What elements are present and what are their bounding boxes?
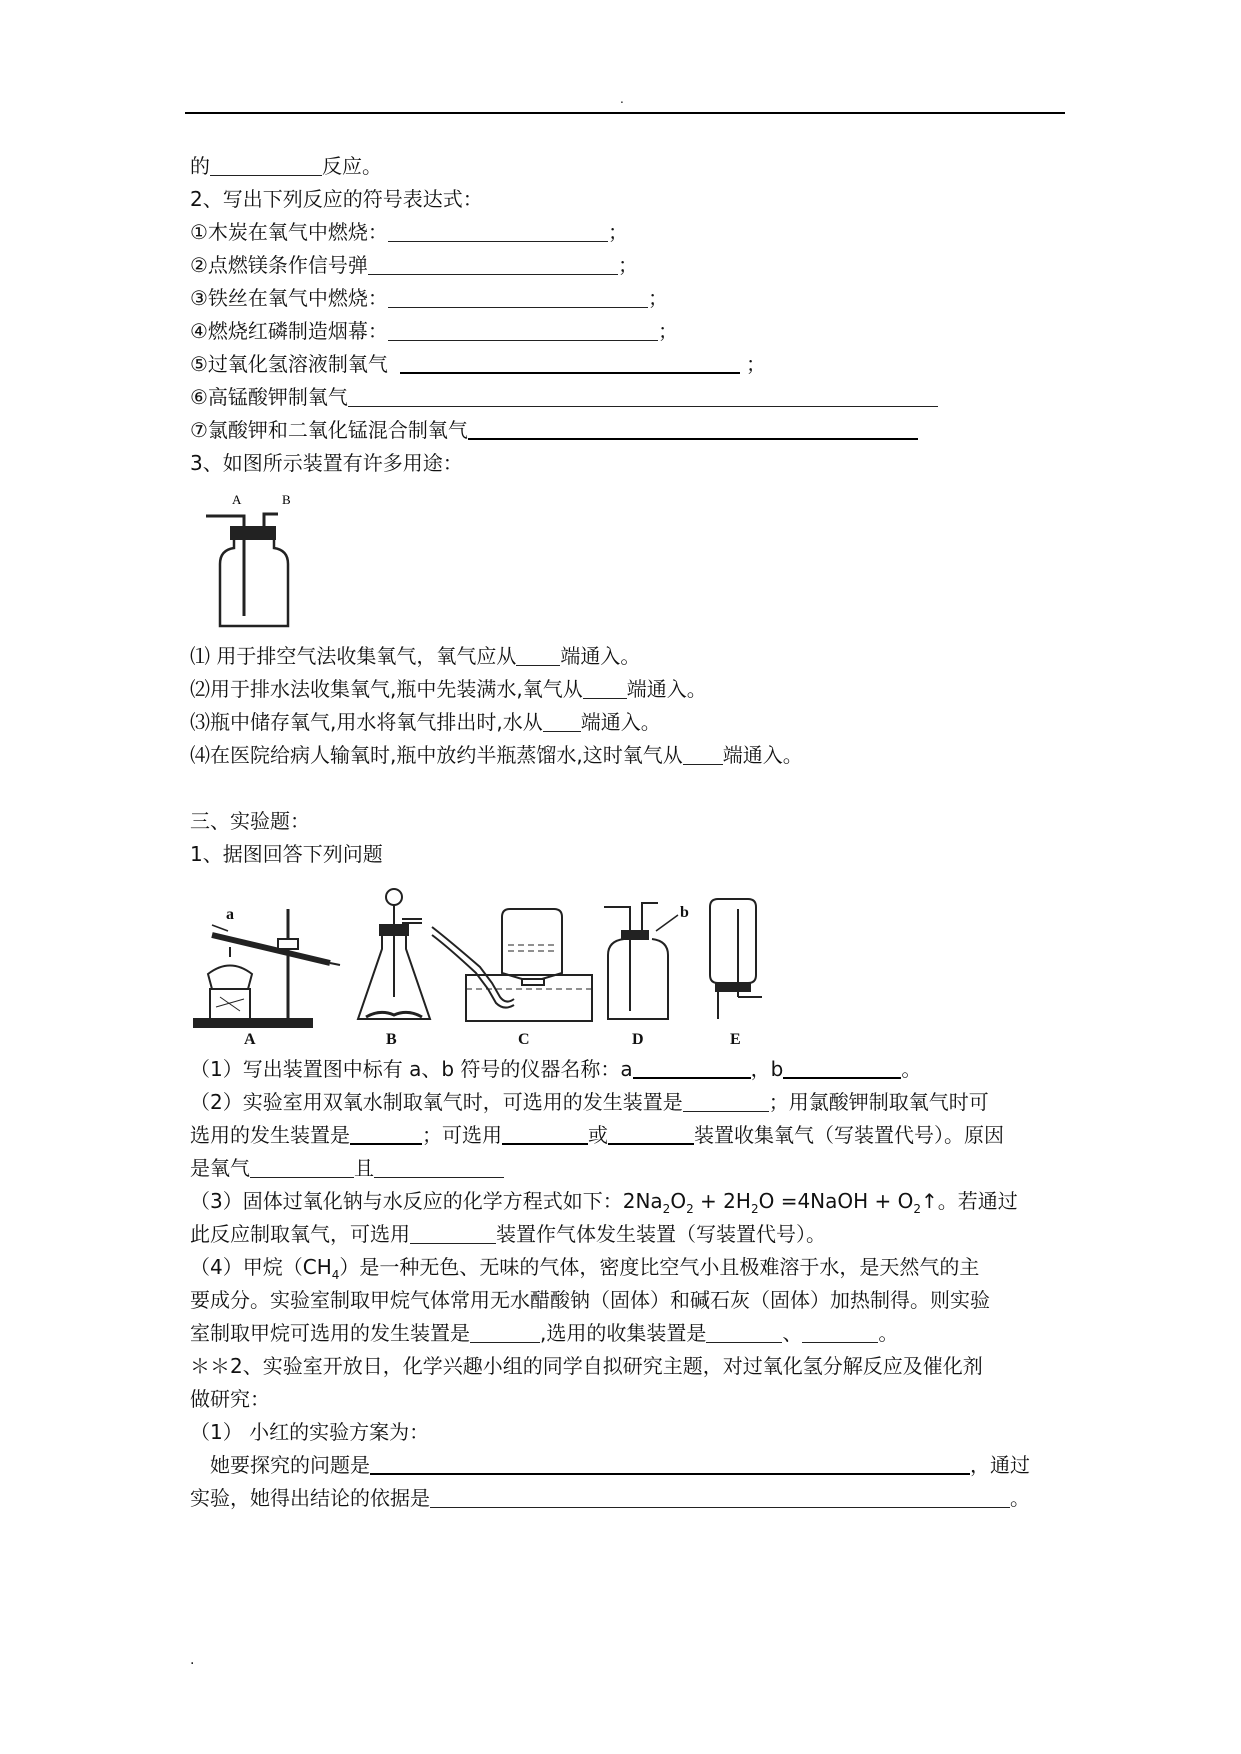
text: 。 bbox=[878, 1321, 899, 1345]
item-label: ③铁丝在氧气中燃烧： bbox=[190, 286, 388, 310]
label-b: b bbox=[680, 904, 689, 921]
answer-blank[interactable] bbox=[410, 1221, 496, 1244]
answer-blank-b[interactable] bbox=[783, 1055, 901, 1079]
header-mark: . bbox=[620, 92, 624, 106]
answer-blank[interactable] bbox=[388, 318, 658, 341]
subscript: 2 bbox=[750, 1202, 759, 1216]
text: 实验，她得出结论的依据是 bbox=[190, 1486, 430, 1510]
exp-p4-line2: 要成分。实验室制取甲烷气体常用无水醋酸钠（固体）和碱石灰（固体）加热制得。则实验 bbox=[190, 1288, 990, 1312]
header-rule bbox=[185, 112, 1065, 114]
item-label: ⑤过氧化氢溶液制氧气 bbox=[190, 352, 388, 376]
text: （3）固体过氧化钠与水反应的化学方程式如下：2Na bbox=[190, 1189, 663, 1213]
s2-item-4 bbox=[190, 315, 1070, 348]
s2-item-6 bbox=[190, 381, 1070, 414]
answer-blank[interactable] bbox=[348, 384, 938, 407]
exp-title: 三、实验题： bbox=[190, 809, 310, 833]
s2-title: 2、写出下列反应的符号表达式： bbox=[190, 187, 483, 211]
answer-blank[interactable] bbox=[388, 285, 648, 308]
s2-item-7 bbox=[190, 414, 1070, 447]
stand-base bbox=[194, 1019, 312, 1027]
s2-item-5 bbox=[190, 348, 1070, 381]
text: ,选用的收集装置是 bbox=[540, 1321, 707, 1345]
answer-blank[interactable] bbox=[430, 1485, 1010, 1508]
s2-item-2 bbox=[190, 249, 1070, 282]
answer-blank-a[interactable] bbox=[633, 1055, 751, 1079]
exp-p2-line2 bbox=[190, 1119, 1070, 1152]
text: （2）实验室用双氧水制取氧气时，可选用的发生装置是 bbox=[190, 1090, 683, 1114]
answer-blank[interactable] bbox=[350, 1121, 422, 1145]
subscript: 4 bbox=[331, 1268, 340, 1282]
answer-blank[interactable] bbox=[608, 1121, 694, 1145]
answer-blank[interactable] bbox=[388, 219, 608, 242]
label-C: C bbox=[518, 1031, 530, 1048]
s3-title: 3、如图所示装置有许多用途： bbox=[190, 451, 463, 475]
answer-blank[interactable] bbox=[250, 1155, 354, 1178]
text: 她要探究的问题是 bbox=[210, 1453, 370, 1477]
item-label: ④燃烧红磷制造烟幕： bbox=[190, 319, 388, 343]
exp-p3-line1 bbox=[190, 1185, 1070, 1218]
answer-blank[interactable] bbox=[470, 1320, 540, 1343]
gas-bottle-figure bbox=[200, 486, 320, 636]
text: ，通过 bbox=[970, 1453, 1030, 1477]
exp-p3-line2 bbox=[190, 1218, 1070, 1251]
text: 装置作气体发生装置（写装置代号）。 bbox=[496, 1222, 826, 1246]
answer-blank[interactable] bbox=[543, 709, 581, 732]
text: 端通入。 bbox=[626, 677, 707, 701]
text: （1）写出装置图中标有 a、b 符号的仪器名称：a bbox=[190, 1057, 633, 1081]
text: ；可选用 bbox=[422, 1123, 502, 1147]
s3-q3 bbox=[190, 706, 1070, 739]
label-b: B bbox=[282, 492, 291, 507]
text: 端通入。 bbox=[560, 644, 641, 668]
exp-q2-sub2 bbox=[190, 1449, 1070, 1482]
exp-q2-line1: ＊＊2、实验室开放日，化学兴趣小组的同学自拟研究主题，对过氧化氢分解反应及催化剂 bbox=[190, 1354, 983, 1378]
answer-blank[interactable] bbox=[468, 416, 918, 440]
text: ⑶瓶中储存氧气,用水将氧气排出时,水从 bbox=[190, 710, 543, 734]
answer-blank[interactable] bbox=[210, 153, 322, 176]
text: O bbox=[670, 1189, 687, 1213]
item-label: ⑥高锰酸钾制氧气 bbox=[190, 385, 348, 409]
text: ）是一种无色、无味的气体，密度比空气小且极难溶于水，是天然气的主 bbox=[339, 1255, 980, 1279]
s3-q4 bbox=[190, 739, 1070, 772]
answer-blank[interactable] bbox=[516, 643, 560, 666]
text: 是氧气 bbox=[190, 1156, 250, 1180]
exp-p4-line3 bbox=[190, 1317, 1070, 1350]
text: 、 bbox=[782, 1321, 803, 1345]
label-D: D bbox=[632, 1031, 644, 1048]
exp-q2-sub3 bbox=[190, 1482, 1070, 1515]
text: 。 bbox=[901, 1057, 922, 1081]
answer-blank[interactable] bbox=[683, 1089, 769, 1112]
exp-p2-line3 bbox=[190, 1152, 1070, 1185]
s2-item-1 bbox=[190, 216, 1070, 249]
text: 此反应制取氧气，可选用 bbox=[190, 1222, 410, 1246]
exp-q2-sub1: （1） 小红的实验方案为： bbox=[190, 1420, 430, 1444]
text: 端通入。 bbox=[580, 710, 661, 734]
text: ；用氯酸钾制取氧气时可 bbox=[768, 1090, 989, 1114]
answer-blank[interactable] bbox=[370, 1451, 970, 1475]
exp-p4-line1 bbox=[190, 1251, 1070, 1284]
text: 或 bbox=[588, 1123, 608, 1147]
exp-p1 bbox=[190, 1053, 1070, 1086]
text: 且 bbox=[354, 1156, 374, 1180]
answer-blank[interactable] bbox=[400, 350, 740, 374]
exp-q1-title: 1、据图回答下列问题 bbox=[190, 842, 383, 866]
item-end: ； bbox=[745, 352, 766, 376]
text: （4）甲烷（CH bbox=[190, 1255, 332, 1279]
label-A: A bbox=[244, 1031, 256, 1048]
item-label: ①木炭在氧气中燃烧： bbox=[190, 220, 388, 244]
text: 。 bbox=[1010, 1486, 1030, 1510]
answer-blank[interactable] bbox=[706, 1320, 782, 1343]
answer-blank[interactable] bbox=[374, 1155, 504, 1178]
text: ⑴ 用于排空气法收集氧气，氧气应从 bbox=[190, 644, 517, 668]
text: 装置收集氧气（写装置代号）。原因 bbox=[694, 1123, 1004, 1147]
footer-mark: . bbox=[190, 1652, 195, 1668]
text: 的 bbox=[190, 154, 210, 178]
answer-blank[interactable] bbox=[368, 252, 618, 275]
item-label: ⑦氯酸钾和二氧化锰混合制氧气 bbox=[190, 418, 468, 442]
exp-p2-line1 bbox=[190, 1086, 1070, 1119]
text: + 2H bbox=[693, 1189, 751, 1213]
s2-item-3 bbox=[190, 282, 1070, 315]
text: ⑵用于排水法收集氧气,瓶中先装满水,氧气从 bbox=[190, 677, 583, 701]
s2-fragment-line bbox=[190, 150, 1070, 183]
answer-blank[interactable] bbox=[802, 1320, 878, 1343]
text: ↑。若通过 bbox=[921, 1189, 1018, 1213]
item-end: ； bbox=[617, 253, 638, 277]
item-label: ②点燃镁条作信号弹 bbox=[190, 253, 368, 277]
s3-q1 bbox=[190, 640, 1070, 673]
label-B: B bbox=[386, 1031, 397, 1048]
subscript: 2 bbox=[913, 1202, 922, 1216]
answer-blank[interactable] bbox=[583, 676, 627, 699]
text: ⑷在医院给病人输氧时,瓶中放约半瓶蒸馏水,这时氧气从 bbox=[190, 743, 683, 767]
item-end: ； bbox=[607, 220, 628, 244]
s3-q2 bbox=[190, 673, 1070, 706]
text: 选用的发生装置是 bbox=[190, 1123, 350, 1147]
label-a: A bbox=[232, 492, 242, 507]
text: ，b bbox=[750, 1057, 784, 1081]
apparatus-figure bbox=[190, 879, 830, 1049]
worksheet-page bbox=[190, 150, 1070, 1515]
text: 反应。 bbox=[322, 154, 382, 178]
subscript: 2 bbox=[662, 1202, 671, 1216]
answer-blank[interactable] bbox=[683, 742, 723, 765]
text: O =4NaOH + O bbox=[758, 1189, 914, 1213]
answer-blank[interactable] bbox=[502, 1121, 588, 1145]
text: 室制取甲烷可选用的发生装置是 bbox=[190, 1321, 470, 1345]
exp-q2-line2: 做研究： bbox=[190, 1387, 270, 1411]
label-a: a bbox=[226, 906, 234, 923]
text: 端通入。 bbox=[722, 743, 803, 767]
item-end: ； bbox=[647, 286, 668, 310]
subscript: 2 bbox=[686, 1202, 694, 1216]
label-E: E bbox=[730, 1031, 741, 1048]
item-end: ； bbox=[657, 319, 678, 343]
